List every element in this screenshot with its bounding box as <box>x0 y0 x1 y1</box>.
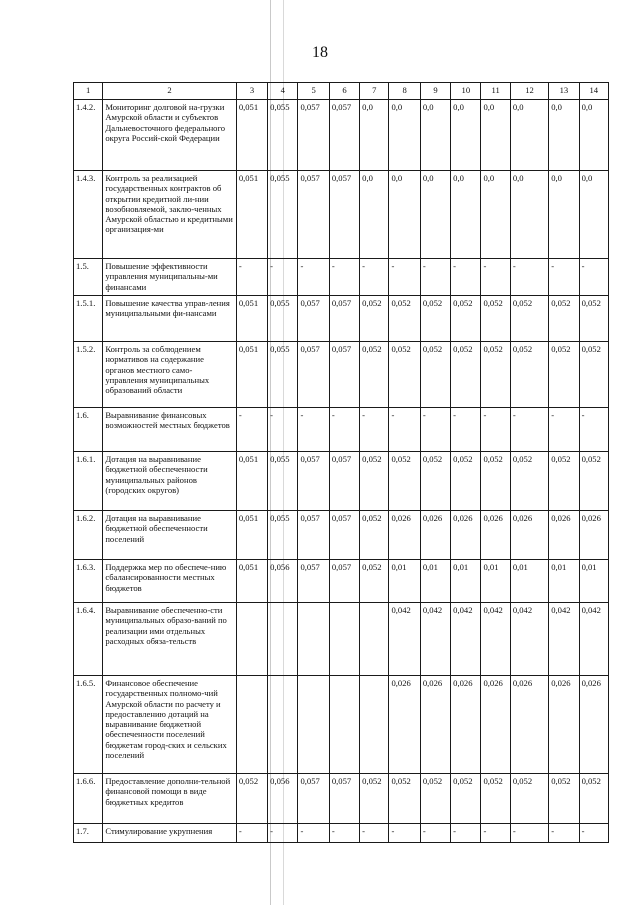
row-value: 0,0 <box>360 171 389 259</box>
row-value: 0,0 <box>579 100 608 171</box>
row-name: Мониторинг долговой на-грузки Амурской области и субъектов Дальневосточного федерального округа Россий-ской Федерации <box>103 100 236 171</box>
row-value: - <box>420 408 450 452</box>
row-value: 0,01 <box>510 560 548 603</box>
row-value: 0,042 <box>549 603 579 676</box>
row-value: 0,0 <box>481 171 510 259</box>
row-value: 0,057 <box>329 171 359 259</box>
row-value: 0,042 <box>510 603 548 676</box>
row-value: 0,0 <box>420 171 450 259</box>
row-code: 1.5.1. <box>74 296 103 342</box>
row-value: - <box>329 824 359 843</box>
row-value: 0,052 <box>360 560 389 603</box>
row-value: 0,026 <box>481 676 510 774</box>
table-row <box>74 603 609 676</box>
row-value: 0,052 <box>579 342 608 408</box>
table-row <box>74 408 609 452</box>
row-value: - <box>510 259 548 296</box>
row-value <box>360 676 389 774</box>
row-code: 1.7. <box>74 824 103 843</box>
row-value: 0,0 <box>389 171 420 259</box>
row-value: 0,01 <box>549 560 579 603</box>
row-value <box>298 676 329 774</box>
row-name: Предоставление дополни-тельной финансовой помощи в виде бюджетных кредитов <box>103 774 236 824</box>
row-value: - <box>360 824 389 843</box>
row-value: 0,052 <box>481 774 510 824</box>
row-value: - <box>329 259 359 296</box>
row-name: Контроль за реализацией государственных контрактов об открытии кредитной ли-нии возобновляемой, заклю-ченных Амурской областью и кредитными организация-ми <box>103 171 236 259</box>
row-value: 0,052 <box>549 296 579 342</box>
row-code: 1.6.6. <box>74 774 103 824</box>
row-value: 0,0 <box>451 171 481 259</box>
row-value: 0,052 <box>481 342 510 408</box>
row-value: 0,026 <box>510 676 548 774</box>
row-code: 1.4.3. <box>74 171 103 259</box>
row-value: 0,057 <box>329 100 359 171</box>
row-value <box>268 603 298 676</box>
row-value: 0,052 <box>510 296 548 342</box>
row-value: 0,052 <box>360 774 389 824</box>
col-header-9: 9 <box>420 83 450 100</box>
row-value: 0,052 <box>420 774 450 824</box>
row-value: 0,026 <box>420 511 450 560</box>
row-value: 0,055 <box>268 171 298 259</box>
col-header-5: 5 <box>298 83 329 100</box>
row-value: - <box>481 824 510 843</box>
row-value: 0,052 <box>389 774 420 824</box>
row-value: - <box>329 408 359 452</box>
row-value: - <box>236 259 267 296</box>
row-value: 0,01 <box>420 560 450 603</box>
col-header-11: 11 <box>481 83 510 100</box>
row-value: - <box>420 259 450 296</box>
row-name: Поддержка мер по обеспече-нию сбалансированности местных бюджетов <box>103 560 236 603</box>
row-value: 0,052 <box>360 452 389 511</box>
row-value: 0,026 <box>389 511 420 560</box>
row-value: 0,052 <box>236 774 267 824</box>
row-value: 0,057 <box>298 100 329 171</box>
row-value <box>236 676 267 774</box>
row-value: 0,052 <box>579 452 608 511</box>
row-value: - <box>360 259 389 296</box>
row-value: 0,026 <box>579 676 608 774</box>
row-value: - <box>268 824 298 843</box>
row-value: 0,052 <box>360 342 389 408</box>
row-value: 0,026 <box>451 511 481 560</box>
row-value: 0,052 <box>360 296 389 342</box>
row-value: - <box>389 259 420 296</box>
row-value: 0,026 <box>451 676 481 774</box>
row-value: - <box>481 408 510 452</box>
row-value: - <box>420 824 450 843</box>
table-row <box>74 100 609 171</box>
row-value: 0,051 <box>236 296 267 342</box>
row-value: 0,0 <box>481 100 510 171</box>
row-value: 0,042 <box>389 603 420 676</box>
row-value: 0,042 <box>451 603 481 676</box>
row-value: 0,052 <box>549 452 579 511</box>
header-row <box>74 83 609 100</box>
row-value <box>268 676 298 774</box>
table-row <box>74 452 609 511</box>
row-code: 1.6.2. <box>74 511 103 560</box>
row-value: 0,056 <box>268 774 298 824</box>
row-value <box>236 603 267 676</box>
row-value: 0,057 <box>298 452 329 511</box>
row-value: 0,0 <box>549 171 579 259</box>
row-value: - <box>360 408 389 452</box>
row-value: - <box>236 408 267 452</box>
row-value: - <box>298 408 329 452</box>
row-value: 0,052 <box>389 296 420 342</box>
row-value: 0,055 <box>268 296 298 342</box>
row-value: 0,0 <box>579 171 608 259</box>
row-value: 0,026 <box>510 511 548 560</box>
table-row <box>74 560 609 603</box>
row-value: 0,051 <box>236 452 267 511</box>
row-name: Контроль за соблюдением нормативов на содержание органов местного само-управления муниципальных образований области <box>103 342 236 408</box>
row-value: 0,042 <box>481 603 510 676</box>
row-value: 0,057 <box>298 171 329 259</box>
row-value <box>329 676 359 774</box>
row-name: Повышение качества управ-ления муниципальными фи-нансами <box>103 296 236 342</box>
row-value: 0,055 <box>268 342 298 408</box>
table-body <box>74 100 609 843</box>
row-value: 0,026 <box>389 676 420 774</box>
row-value: 0,057 <box>329 452 359 511</box>
row-value: - <box>451 408 481 452</box>
row-value: - <box>389 824 420 843</box>
row-value: - <box>549 259 579 296</box>
row-value: 0,052 <box>579 296 608 342</box>
row-value: 0,051 <box>236 560 267 603</box>
table-row <box>74 774 609 824</box>
row-value: 0,051 <box>236 342 267 408</box>
table-row <box>74 171 609 259</box>
col-header-7: 7 <box>360 83 389 100</box>
row-code: 1.5. <box>74 259 103 296</box>
row-value: 0,01 <box>579 560 608 603</box>
row-name: Финансовое обеспечение государственных полномо-чий Амурской области по расчету и предоставлению дотаций на выравнивание бюджетной обеспеченности поселений бюджетам город-ских и сельских поселений <box>103 676 236 774</box>
row-value: 0,026 <box>420 676 450 774</box>
row-value: 0,052 <box>451 342 481 408</box>
row-value: - <box>389 408 420 452</box>
row-value: 0,0 <box>360 100 389 171</box>
page-number: 18 <box>312 44 328 61</box>
col-header-10: 10 <box>451 83 481 100</box>
row-value: 0,052 <box>510 774 548 824</box>
row-value: - <box>236 824 267 843</box>
row-value: - <box>549 824 579 843</box>
row-value: 0,052 <box>360 511 389 560</box>
row-name: Дотация на выравнивание бюджетной обеспеченности поселений <box>103 511 236 560</box>
row-value: 0,0 <box>510 171 548 259</box>
row-name: Стимулирование укрупнения <box>103 824 236 843</box>
row-code: 1.6. <box>74 408 103 452</box>
row-value: 0,057 <box>329 774 359 824</box>
row-value: 0,0 <box>389 100 420 171</box>
row-value: 0,051 <box>236 511 267 560</box>
col-header-14: 14 <box>579 83 608 100</box>
row-value: 0,052 <box>451 774 481 824</box>
row-value: - <box>268 408 298 452</box>
row-value: 0,057 <box>329 560 359 603</box>
row-value: - <box>268 259 298 296</box>
row-value: 0,052 <box>549 774 579 824</box>
row-value: 0,052 <box>389 342 420 408</box>
row-value: 0,051 <box>236 171 267 259</box>
row-value: 0,026 <box>579 511 608 560</box>
row-value: 0,052 <box>420 452 450 511</box>
col-header-1: 1 <box>74 83 103 100</box>
row-value: 0,057 <box>298 560 329 603</box>
row-value: - <box>510 408 548 452</box>
row-value: - <box>579 824 608 843</box>
row-code: 1.4.2. <box>74 100 103 171</box>
row-value: 0,052 <box>549 342 579 408</box>
row-value: 0,052 <box>420 342 450 408</box>
row-value: - <box>451 259 481 296</box>
row-value: 0,057 <box>298 342 329 408</box>
table-row <box>74 342 609 408</box>
row-value: 0,057 <box>329 342 359 408</box>
row-value: 0,052 <box>510 342 548 408</box>
row-value <box>298 603 329 676</box>
row-value: 0,057 <box>298 511 329 560</box>
row-code: 1.6.5. <box>74 676 103 774</box>
row-code: 1.6.1. <box>74 452 103 511</box>
row-value: 0,056 <box>268 560 298 603</box>
row-value: 0,01 <box>389 560 420 603</box>
row-name: Дотация на выравнивание бюджетной обеспеченности муниципальных районов (городских округов) <box>103 452 236 511</box>
row-value: 0,052 <box>451 452 481 511</box>
row-value: 0,055 <box>268 511 298 560</box>
row-value: 0,01 <box>481 560 510 603</box>
row-code: 1.6.3. <box>74 560 103 603</box>
row-value: - <box>579 408 608 452</box>
row-value <box>329 603 359 676</box>
row-value: 0,0 <box>510 100 548 171</box>
row-value: 0,026 <box>481 511 510 560</box>
row-value: 0,026 <box>549 511 579 560</box>
row-value: 0,052 <box>481 452 510 511</box>
row-value: 0,051 <box>236 100 267 171</box>
row-name: Выравнивание обеспеченно-сти муниципальных образо-ваний по реализации ими отдельных расходных обяза-тельств <box>103 603 236 676</box>
row-value: 0,055 <box>268 452 298 511</box>
table-row <box>74 259 609 296</box>
row-value: - <box>481 259 510 296</box>
table-row <box>74 511 609 560</box>
row-value: 0,01 <box>451 560 481 603</box>
row-value: 0,052 <box>579 774 608 824</box>
col-header-3: 3 <box>236 83 267 100</box>
row-name: Выравнивание финансовых возможностей местных бюджетов <box>103 408 236 452</box>
row-value: 0,0 <box>451 100 481 171</box>
col-header-2: 2 <box>103 83 236 100</box>
row-value: - <box>298 259 329 296</box>
row-code: 1.5.2. <box>74 342 103 408</box>
table-row <box>74 296 609 342</box>
row-code: 1.6.4. <box>74 603 103 676</box>
row-value: 0,052 <box>481 296 510 342</box>
row-value: 0,052 <box>420 296 450 342</box>
row-value: 0,057 <box>329 296 359 342</box>
row-value <box>360 603 389 676</box>
indicators-table <box>73 82 609 843</box>
row-value: - <box>579 259 608 296</box>
row-value: 0,026 <box>549 676 579 774</box>
row-value: 0,057 <box>329 511 359 560</box>
col-header-6: 6 <box>329 83 359 100</box>
row-value: 0,057 <box>298 296 329 342</box>
row-value: - <box>298 824 329 843</box>
col-header-12: 12 <box>510 83 548 100</box>
table-row <box>74 676 609 774</box>
row-value: 0,055 <box>268 100 298 171</box>
row-value: - <box>549 408 579 452</box>
row-value: - <box>451 824 481 843</box>
row-value: 0,0 <box>549 100 579 171</box>
row-value: 0,052 <box>389 452 420 511</box>
table-row <box>74 824 609 843</box>
col-header-8: 8 <box>389 83 420 100</box>
row-value: 0,0 <box>420 100 450 171</box>
row-value: 0,052 <box>451 296 481 342</box>
row-value: 0,042 <box>420 603 450 676</box>
col-header-4: 4 <box>268 83 298 100</box>
row-name: Повышение эффективности управления муниципальны-ми финансами <box>103 259 236 296</box>
row-value: 0,042 <box>579 603 608 676</box>
row-value: - <box>510 824 548 843</box>
col-header-13: 13 <box>549 83 579 100</box>
row-value: 0,057 <box>298 774 329 824</box>
row-value: 0,052 <box>510 452 548 511</box>
